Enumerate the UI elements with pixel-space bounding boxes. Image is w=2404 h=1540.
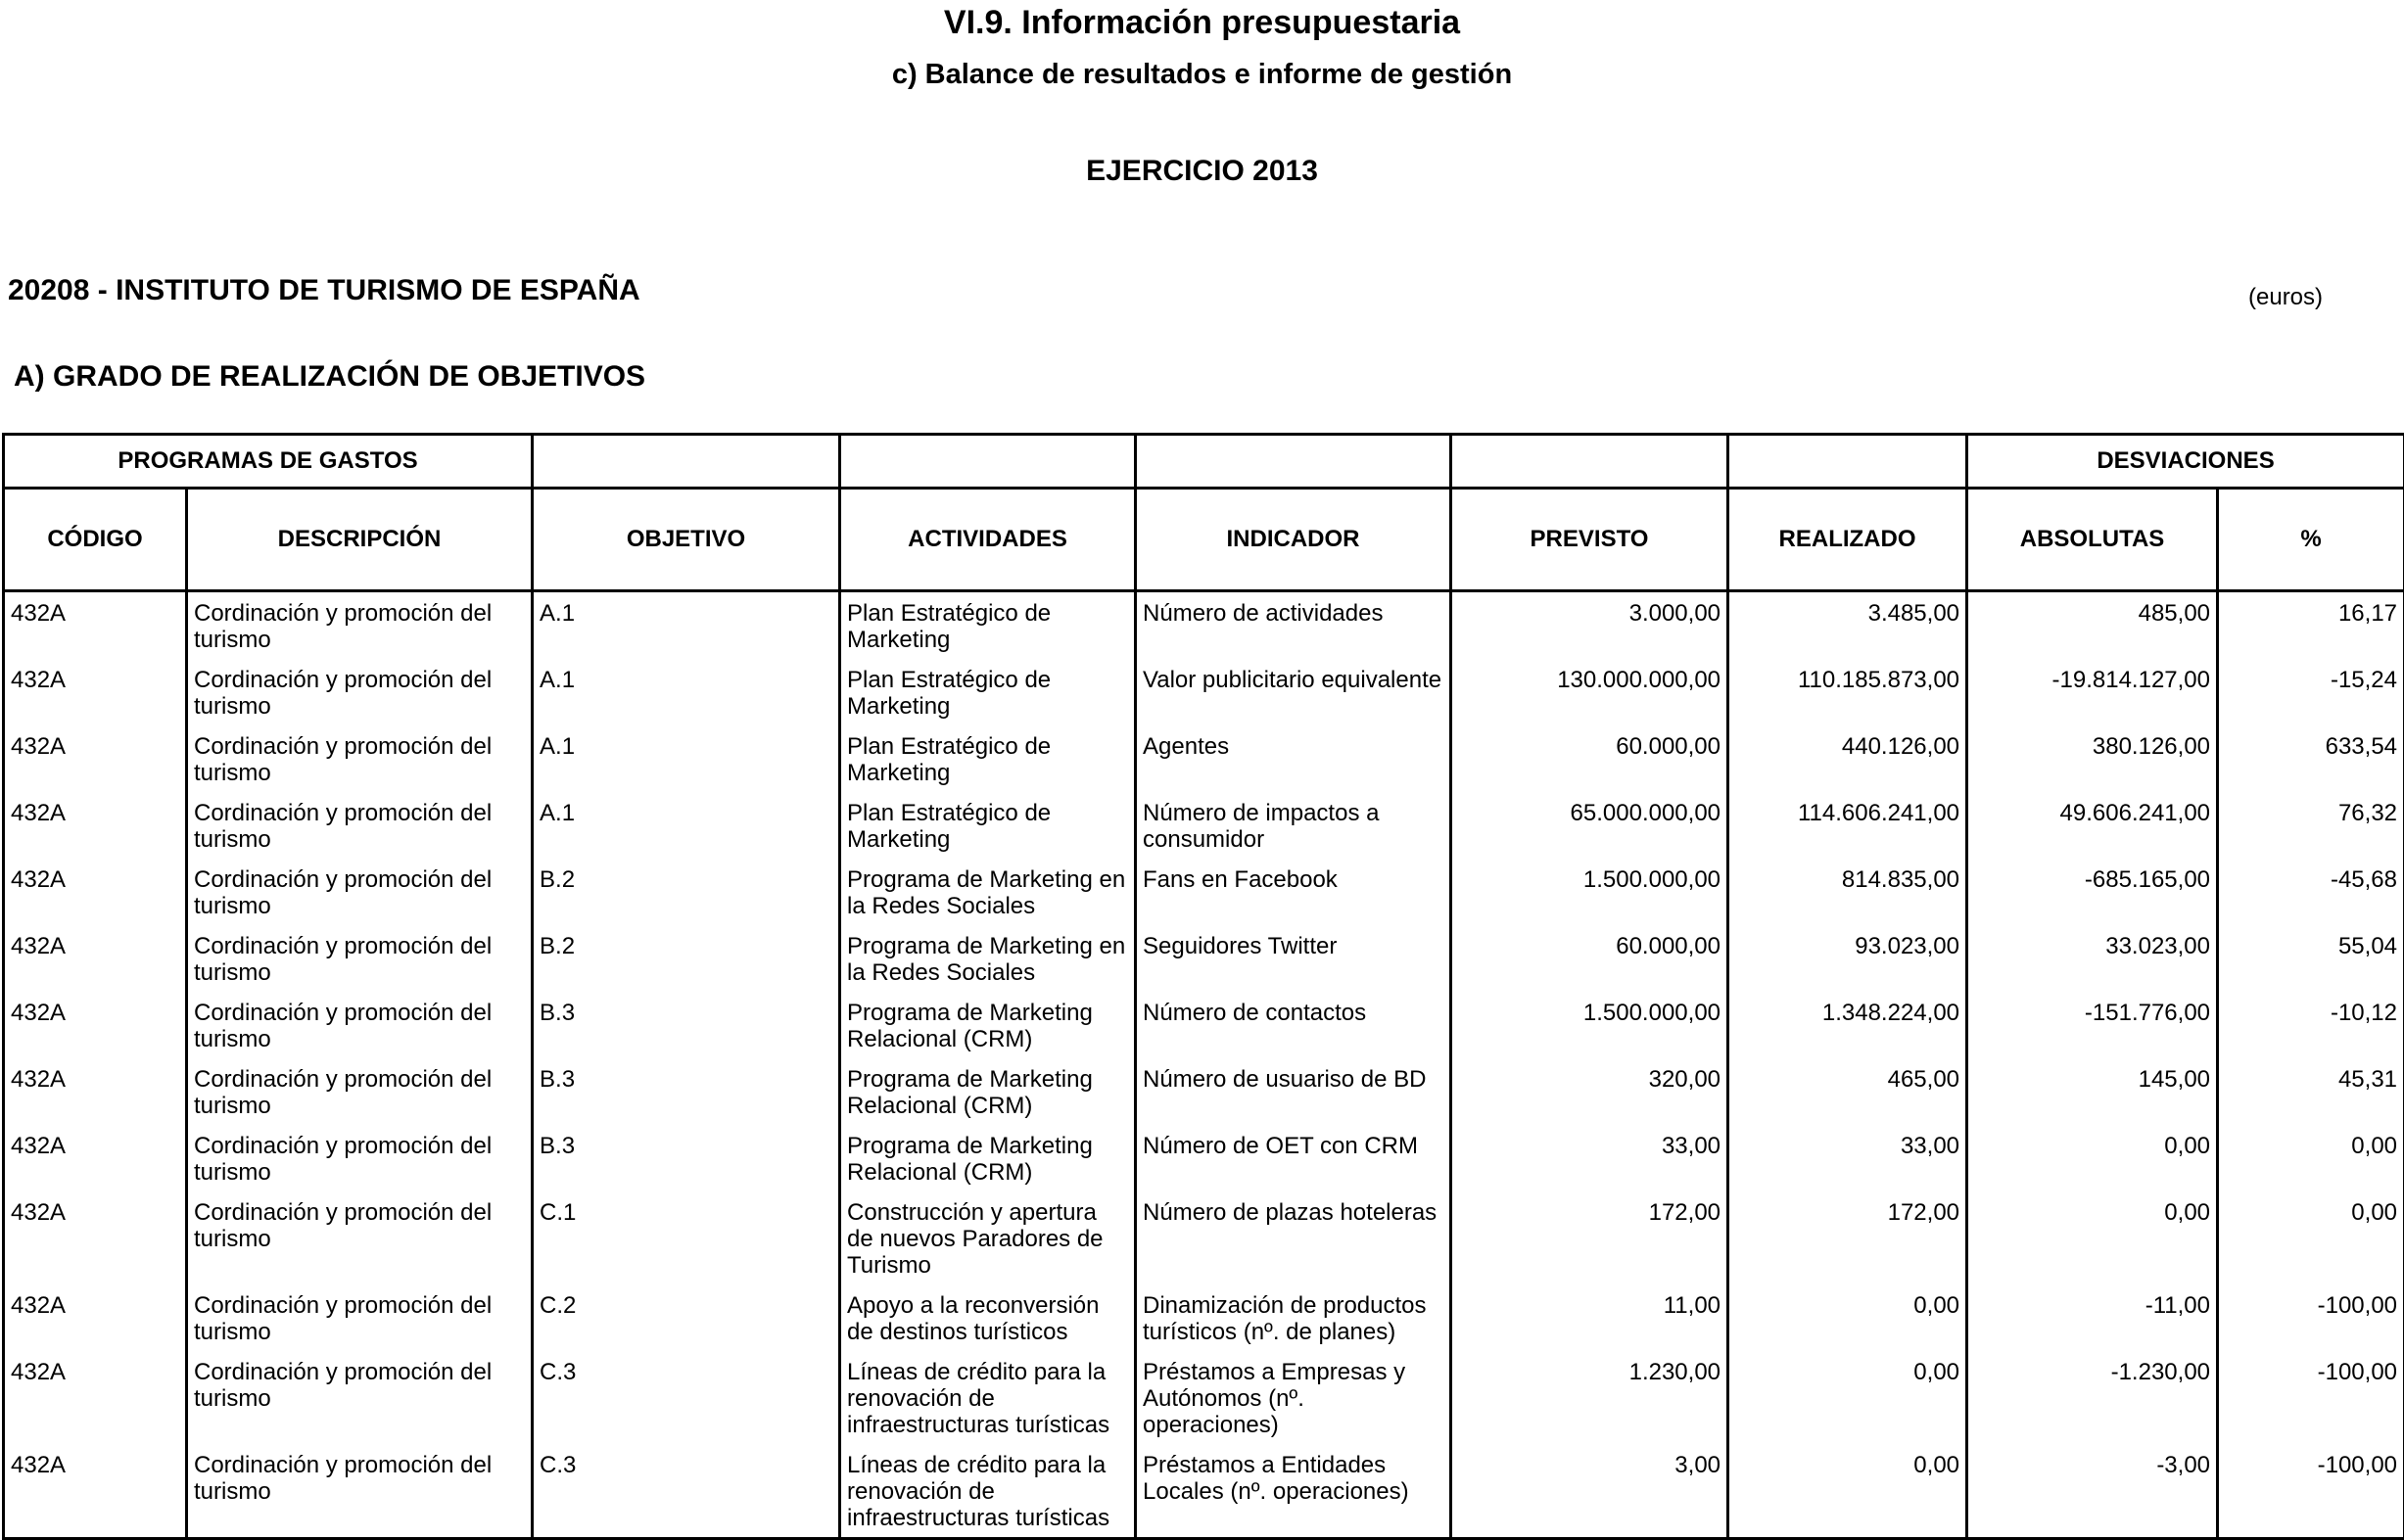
cell-previsto: 3.000,00: [1451, 591, 1728, 660]
cell-objetivo: B.2: [533, 925, 840, 992]
cell-absolutas: 145,00: [1967, 1058, 2218, 1125]
cell-absolutas: -1.230,00: [1967, 1351, 2218, 1444]
cell-codigo: 432A: [4, 1191, 187, 1284]
cell-realizado: 814.835,00: [1728, 859, 1967, 925]
cell-actividades: Programa de Marketing en la Redes Sociales: [840, 859, 1136, 925]
group-header-empty: [840, 435, 1136, 489]
column-header-descripcion: DESCRIPCIÓN: [187, 489, 533, 591]
group-header-row: [4, 435, 2404, 489]
cell-descripcion: Cordinación y promoción del turismo: [187, 792, 533, 859]
column-header-codigo: CÓDIGO: [4, 489, 187, 591]
group-header-empty: [1728, 435, 1967, 489]
table-row: [4, 1444, 2404, 1539]
cell-objetivo: A.1: [533, 725, 840, 792]
cell-actividades: Programa de Marketing Relacional (CRM): [840, 992, 1136, 1058]
cell-realizado: 465,00: [1728, 1058, 1967, 1125]
cell-previsto: 1.230,00: [1451, 1351, 1728, 1444]
page-subtitle: c) Balance de resultados e informe de gestión: [0, 59, 2404, 91]
cell-previsto: 320,00: [1451, 1058, 1728, 1125]
cell-objetivo: C.2: [533, 1284, 840, 1351]
currency-units: (euros): [2248, 284, 2323, 311]
cell-previsto: 33,00: [1451, 1125, 1728, 1191]
cell-absolutas: -11,00: [1967, 1284, 2218, 1351]
cell-realizado: 0,00: [1728, 1284, 1967, 1351]
column-header-realizado: REALIZADO: [1728, 489, 1967, 591]
cell-objetivo: C.1: [533, 1191, 840, 1284]
cell-codigo: 432A: [4, 725, 187, 792]
column-header-absolutas: ABSOLUTAS: [1967, 489, 2218, 591]
cell-descripcion: Cordinación y promoción del turismo: [187, 925, 533, 992]
cell-porcentaje: -100,00: [2218, 1351, 2404, 1444]
cell-indicador: Número de contactos: [1136, 992, 1451, 1058]
column-header-objetivo: OBJETIVO: [533, 489, 840, 591]
cell-codigo: 432A: [4, 1125, 187, 1191]
cell-actividades: Plan Estratégico de Marketing: [840, 725, 1136, 792]
cell-actividades: Apoyo a la reconversión de destinos turísticos: [840, 1284, 1136, 1351]
table-row: [4, 659, 2404, 725]
column-header-actividades: ACTIVIDADES: [840, 489, 1136, 591]
cell-actividades: Líneas de crédito para la renovación de infraestructuras turísticas: [840, 1444, 1136, 1539]
cell-porcentaje: 16,17: [2218, 591, 2404, 660]
cell-porcentaje: 55,04: [2218, 925, 2404, 992]
cell-realizado: 172,00: [1728, 1191, 1967, 1284]
cell-actividades: Construcción y apertura de nuevos Paradores de Turismo: [840, 1191, 1136, 1284]
cell-actividades: Programa de Marketing Relacional (CRM): [840, 1125, 1136, 1191]
cell-previsto: 60.000,00: [1451, 925, 1728, 992]
cell-descripcion: Cordinación y promoción del turismo: [187, 859, 533, 925]
cell-porcentaje: -100,00: [2218, 1284, 2404, 1351]
exercise-year: EJERCICIO 2013: [0, 155, 2404, 188]
cell-indicador: Dinamización de productos turísticos (nº. de planes): [1136, 1284, 1451, 1351]
cell-descripcion: Cordinación y promoción del turismo: [187, 1058, 533, 1125]
cell-porcentaje: -15,24: [2218, 659, 2404, 725]
table-row: [4, 859, 2404, 925]
table-row: [4, 1284, 2404, 1351]
cell-indicador: Número de plazas hoteleras: [1136, 1191, 1451, 1284]
cell-absolutas: 485,00: [1967, 591, 2218, 660]
table-row: [4, 725, 2404, 792]
cell-previsto: 60.000,00: [1451, 725, 1728, 792]
cell-indicador: Agentes: [1136, 725, 1451, 792]
cell-previsto: 11,00: [1451, 1284, 1728, 1351]
table-row: [4, 992, 2404, 1058]
cell-porcentaje: -10,12: [2218, 992, 2404, 1058]
cell-absolutas: -151.776,00: [1967, 992, 2218, 1058]
column-header-row: [4, 489, 2404, 591]
cell-porcentaje: 76,32: [2218, 792, 2404, 859]
cell-descripcion: Cordinación y promoción del turismo: [187, 659, 533, 725]
cell-indicador: Préstamos a Entidades Locales (nº. operaciones): [1136, 1444, 1451, 1539]
cell-codigo: 432A: [4, 792, 187, 859]
cell-realizado: 3.485,00: [1728, 591, 1967, 660]
column-header-porcentaje: %: [2218, 489, 2404, 591]
cell-porcentaje: -45,68: [2218, 859, 2404, 925]
page-title: VI.9. Información presupuestaria: [0, 4, 2404, 42]
table-row: [4, 1191, 2404, 1284]
cell-previsto: 65.000.000,00: [1451, 792, 1728, 859]
cell-descripcion: Cordinación y promoción del turismo: [187, 725, 533, 792]
cell-actividades: Plan Estratégico de Marketing: [840, 659, 1136, 725]
cell-absolutas: -685.165,00: [1967, 859, 2218, 925]
entity-name: 20208 - INSTITUTO DE TURISMO DE ESPAÑA: [8, 274, 640, 307]
cell-objetivo: B.3: [533, 992, 840, 1058]
cell-porcentaje: 45,31: [2218, 1058, 2404, 1125]
cell-codigo: 432A: [4, 925, 187, 992]
cell-previsto: 130.000.000,00: [1451, 659, 1728, 725]
group-header-programas: PROGRAMAS DE GASTOS: [4, 435, 533, 489]
cell-codigo: 432A: [4, 591, 187, 660]
cell-descripcion: Cordinación y promoción del turismo: [187, 1351, 533, 1444]
cell-indicador: Número de actividades: [1136, 591, 1451, 660]
cell-previsto: 1.500.000,00: [1451, 992, 1728, 1058]
cell-porcentaje: -100,00: [2218, 1444, 2404, 1539]
cell-codigo: 432A: [4, 1444, 187, 1539]
cell-descripcion: Cordinación y promoción del turismo: [187, 591, 533, 660]
cell-previsto: 3,00: [1451, 1444, 1728, 1539]
cell-descripcion: Cordinación y promoción del turismo: [187, 1444, 533, 1539]
cell-realizado: 114.606.241,00: [1728, 792, 1967, 859]
cell-realizado: 0,00: [1728, 1444, 1967, 1539]
cell-objetivo: C.3: [533, 1444, 840, 1539]
cell-descripcion: Cordinación y promoción del turismo: [187, 1191, 533, 1284]
cell-codigo: 432A: [4, 859, 187, 925]
cell-porcentaje: 0,00: [2218, 1125, 2404, 1191]
cell-realizado: 33,00: [1728, 1125, 1967, 1191]
cell-actividades: Plan Estratégico de Marketing: [840, 591, 1136, 660]
column-header-indicador: INDICADOR: [1136, 489, 1451, 591]
cell-porcentaje: 0,00: [2218, 1191, 2404, 1284]
cell-objetivo: A.1: [533, 659, 840, 725]
group-header-empty: [533, 435, 840, 489]
cell-realizado: 440.126,00: [1728, 725, 1967, 792]
cell-objetivo: A.1: [533, 591, 840, 660]
cell-codigo: 432A: [4, 992, 187, 1058]
cell-objetivo: A.1: [533, 792, 840, 859]
cell-descripcion: Cordinación y promoción del turismo: [187, 1125, 533, 1191]
section-title: A) GRADO DE REALIZACIÓN DE OBJETIVOS: [14, 360, 645, 394]
cell-indicador: Número de impactos a consumidor: [1136, 792, 1451, 859]
cell-absolutas: -3,00: [1967, 1444, 2218, 1539]
cell-previsto: 172,00: [1451, 1191, 1728, 1284]
cell-indicador: Fans en Facebook: [1136, 859, 1451, 925]
cell-absolutas: -19.814.127,00: [1967, 659, 2218, 725]
cell-porcentaje: 633,54: [2218, 725, 2404, 792]
table-row: [4, 1125, 2404, 1191]
cell-realizado: 1.348.224,00: [1728, 992, 1967, 1058]
cell-actividades: Líneas de crédito para la renovación de infraestructuras turísticas: [840, 1351, 1136, 1444]
cell-indicador: Número de OET con CRM: [1136, 1125, 1451, 1191]
table-row: [4, 1058, 2404, 1125]
cell-codigo: 432A: [4, 659, 187, 725]
objectives-table: [2, 433, 2404, 1540]
cell-realizado: 0,00: [1728, 1351, 1967, 1444]
column-header-previsto: PREVISTO: [1451, 489, 1728, 591]
cell-absolutas: 0,00: [1967, 1125, 2218, 1191]
cell-realizado: 93.023,00: [1728, 925, 1967, 992]
cell-indicador: Préstamos a Empresas y Autónomos (nº. operaciones): [1136, 1351, 1451, 1444]
cell-indicador: Seguidores Twitter: [1136, 925, 1451, 992]
cell-objetivo: B.3: [533, 1058, 840, 1125]
table-row: [4, 792, 2404, 859]
cell-codigo: 432A: [4, 1058, 187, 1125]
cell-realizado: 110.185.873,00: [1728, 659, 1967, 725]
cell-actividades: Plan Estratégico de Marketing: [840, 792, 1136, 859]
cell-previsto: 1.500.000,00: [1451, 859, 1728, 925]
cell-actividades: Programa de Marketing Relacional (CRM): [840, 1058, 1136, 1125]
cell-actividades: Programa de Marketing en la Redes Sociales: [840, 925, 1136, 992]
cell-objetivo: B.2: [533, 859, 840, 925]
cell-objetivo: B.3: [533, 1125, 840, 1191]
cell-absolutas: 380.126,00: [1967, 725, 2218, 792]
group-header-empty: [1136, 435, 1451, 489]
table-row: [4, 1351, 2404, 1444]
cell-absolutas: 33.023,00: [1967, 925, 2218, 992]
group-header-empty: [1451, 435, 1728, 489]
cell-indicador: Número de usuariso de BD: [1136, 1058, 1451, 1125]
table-row: [4, 591, 2404, 660]
cell-codigo: 432A: [4, 1284, 187, 1351]
cell-absolutas: 49.606.241,00: [1967, 792, 2218, 859]
cell-objetivo: C.3: [533, 1351, 840, 1444]
cell-codigo: 432A: [4, 1351, 187, 1444]
table-row: [4, 925, 2404, 992]
group-header-desviaciones: DESVIACIONES: [1967, 435, 2404, 489]
cell-absolutas: 0,00: [1967, 1191, 2218, 1284]
cell-descripcion: Cordinación y promoción del turismo: [187, 992, 533, 1058]
cell-descripcion: Cordinación y promoción del turismo: [187, 1284, 533, 1351]
cell-indicador: Valor publicitario equivalente: [1136, 659, 1451, 725]
